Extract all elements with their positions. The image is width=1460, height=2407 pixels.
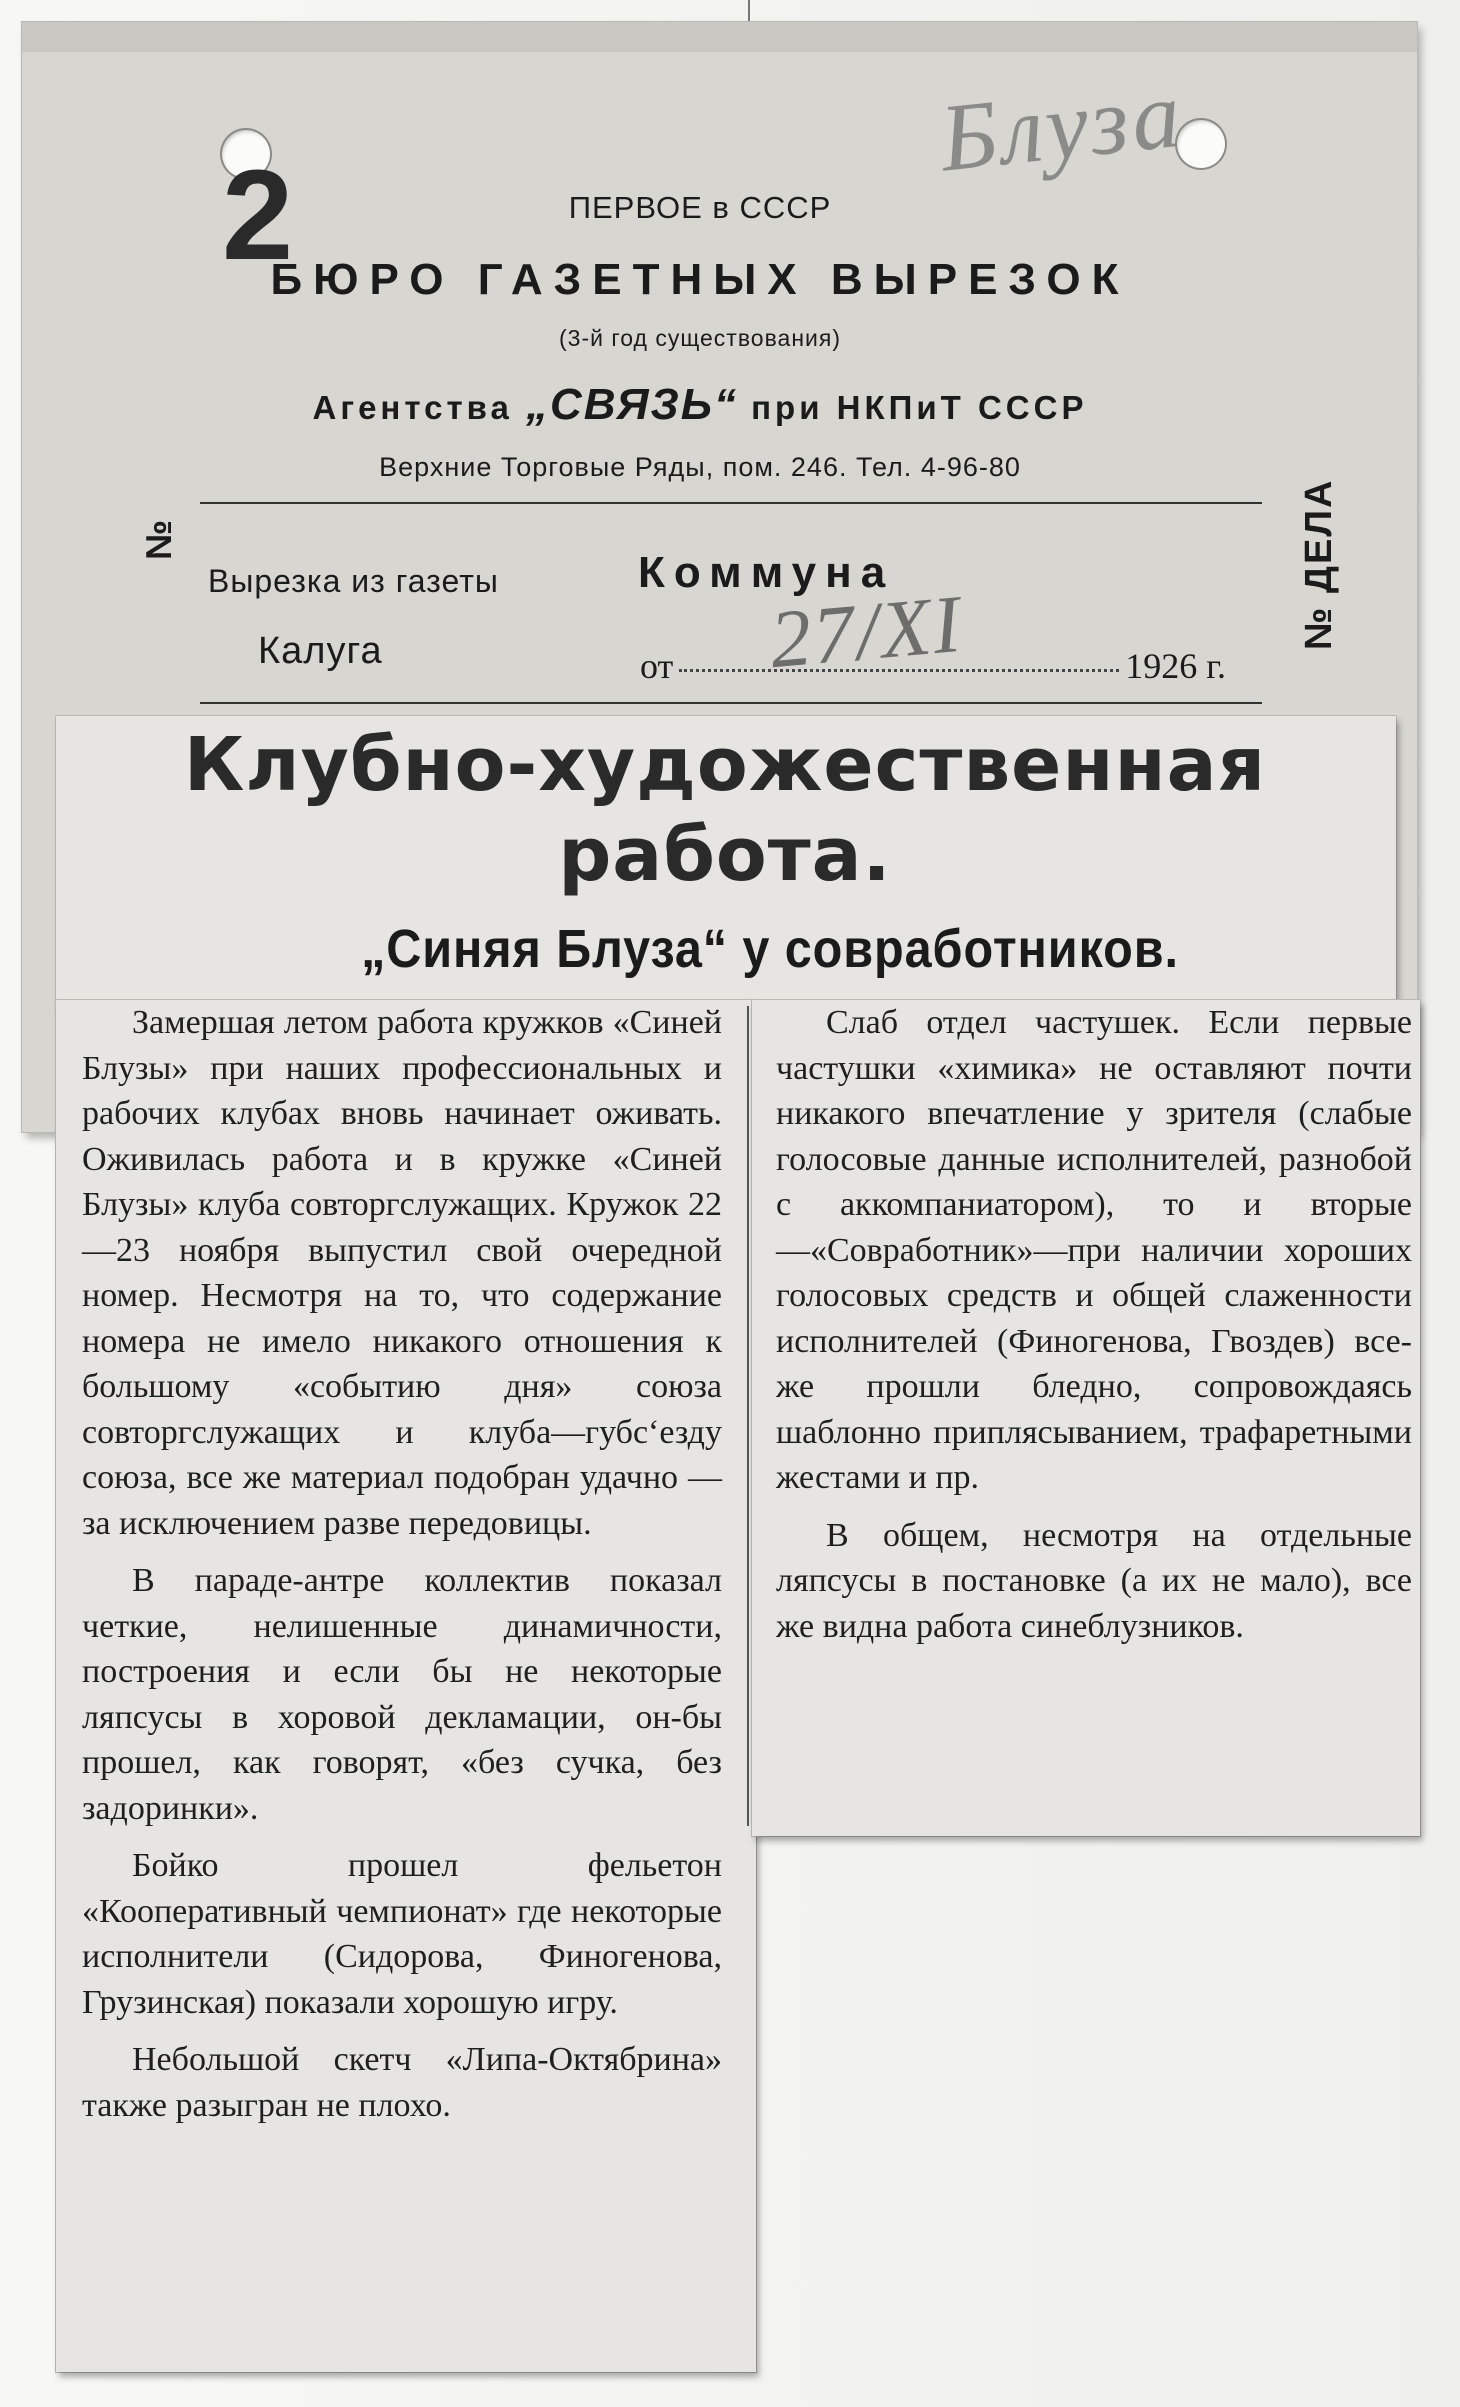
article-headline-line2: работа.: [558, 812, 892, 898]
header-first-in-ussr: ПЕРВОЕ в СССР: [568, 190, 832, 225]
header-year-note: (3-й год существования): [559, 325, 841, 351]
column-separator: [747, 1006, 749, 1826]
header-bureau-title: БЮРО ГАЗЕТНЫХ ВЫРЕЗОК: [270, 255, 1130, 304]
city-name: Калуга: [258, 630, 383, 672]
article-column-right: [776, 1000, 1412, 1661]
paragraph: В общем, несмотря на отдельные ляпсусы в постановке (а их не мало), все же видна работа синеблузников.: [776, 1516, 1412, 1645]
agency-suffix: при НКПиТ СССР: [751, 389, 1088, 426]
header-rule-top: [200, 502, 1262, 504]
header-address: Верхние Торговые Ряды, пом. 246. Тел. 4-96-80: [379, 452, 1021, 482]
paragraph: Замершая летом работа кружков «Синей Блузы» при наших профессиональных и рабочих клубах вновь начинает оживать. Оживилась работа и в кружке «Синей Блузы» клуба совторгслужащих. Кружок 22—23 ноября выпустил свой очередной номер. Несмотря на то, что содержание номера не имело никакого отношения к большому «событию дня» союза совторгслужащих и клуба—губс‘езду союза, все же материал подобран удачно — за исключением разве передовицы.: [82, 1004, 722, 1542]
handwritten-topic: Блуза: [935, 59, 1189, 192]
header-rule-bottom: [200, 702, 1262, 704]
paragraph: Слаб отдел частушек. Если первые частушки «химика» не оставляют почти никакого впечатление у зрителя (слабые голосовые данные исполнителей, разнобой с аккомпаниатором), то и вторые—«Совработник»—при наличии хороших голосовых средств и общей слаженности исполнителей (Финогенова, Гвоздев) все-же прошли бледно, сопровождаясь шаблонно приплясыванием, трафаретными жестами и пр.: [776, 1004, 1412, 1496]
clip-source-label: Вырезка из газеты: [208, 563, 499, 599]
paragraph: Бойко прошел фельетон «Кооперативный чемпионат» где некоторые исполнители (Сидорова, Финогенова, Грузинская) показали хорошую игру.: [82, 1847, 722, 2021]
paragraph: В параде-антре коллектив показал четкие, нелишенные динамичности, построения и если бы не некоторые ляпсусы в хоровой декламации, он-бы прошел, как говорят, «без сучка, без задоринки».: [82, 1562, 722, 1827]
article-column-left: [82, 1000, 722, 2140]
paragraph: Небольшой скетч «Липа-Октябрина» также разыгран не плохо.: [82, 2041, 722, 2124]
date-year: 1926 г.: [1125, 646, 1226, 686]
agency-brand: „СВЯЗЬ“: [525, 380, 738, 429]
article-headline-line1: Клубно-художественная: [183, 722, 1267, 808]
header-agency-line: [170, 380, 1230, 430]
form-number: 2: [222, 144, 290, 287]
side-number-left: №: [138, 519, 179, 560]
agency-prefix: Агентства: [312, 389, 513, 426]
side-case-number: № ДЕЛА: [1298, 478, 1340, 650]
handwritten-date: 27/XI: [766, 577, 966, 686]
card-top-edge: [22, 22, 1417, 52]
newspaper-name: Коммуна: [638, 548, 895, 597]
article-subhead: „Синяя Блуза“ у совработников.: [361, 919, 1179, 979]
date-prefix: от: [640, 646, 674, 686]
